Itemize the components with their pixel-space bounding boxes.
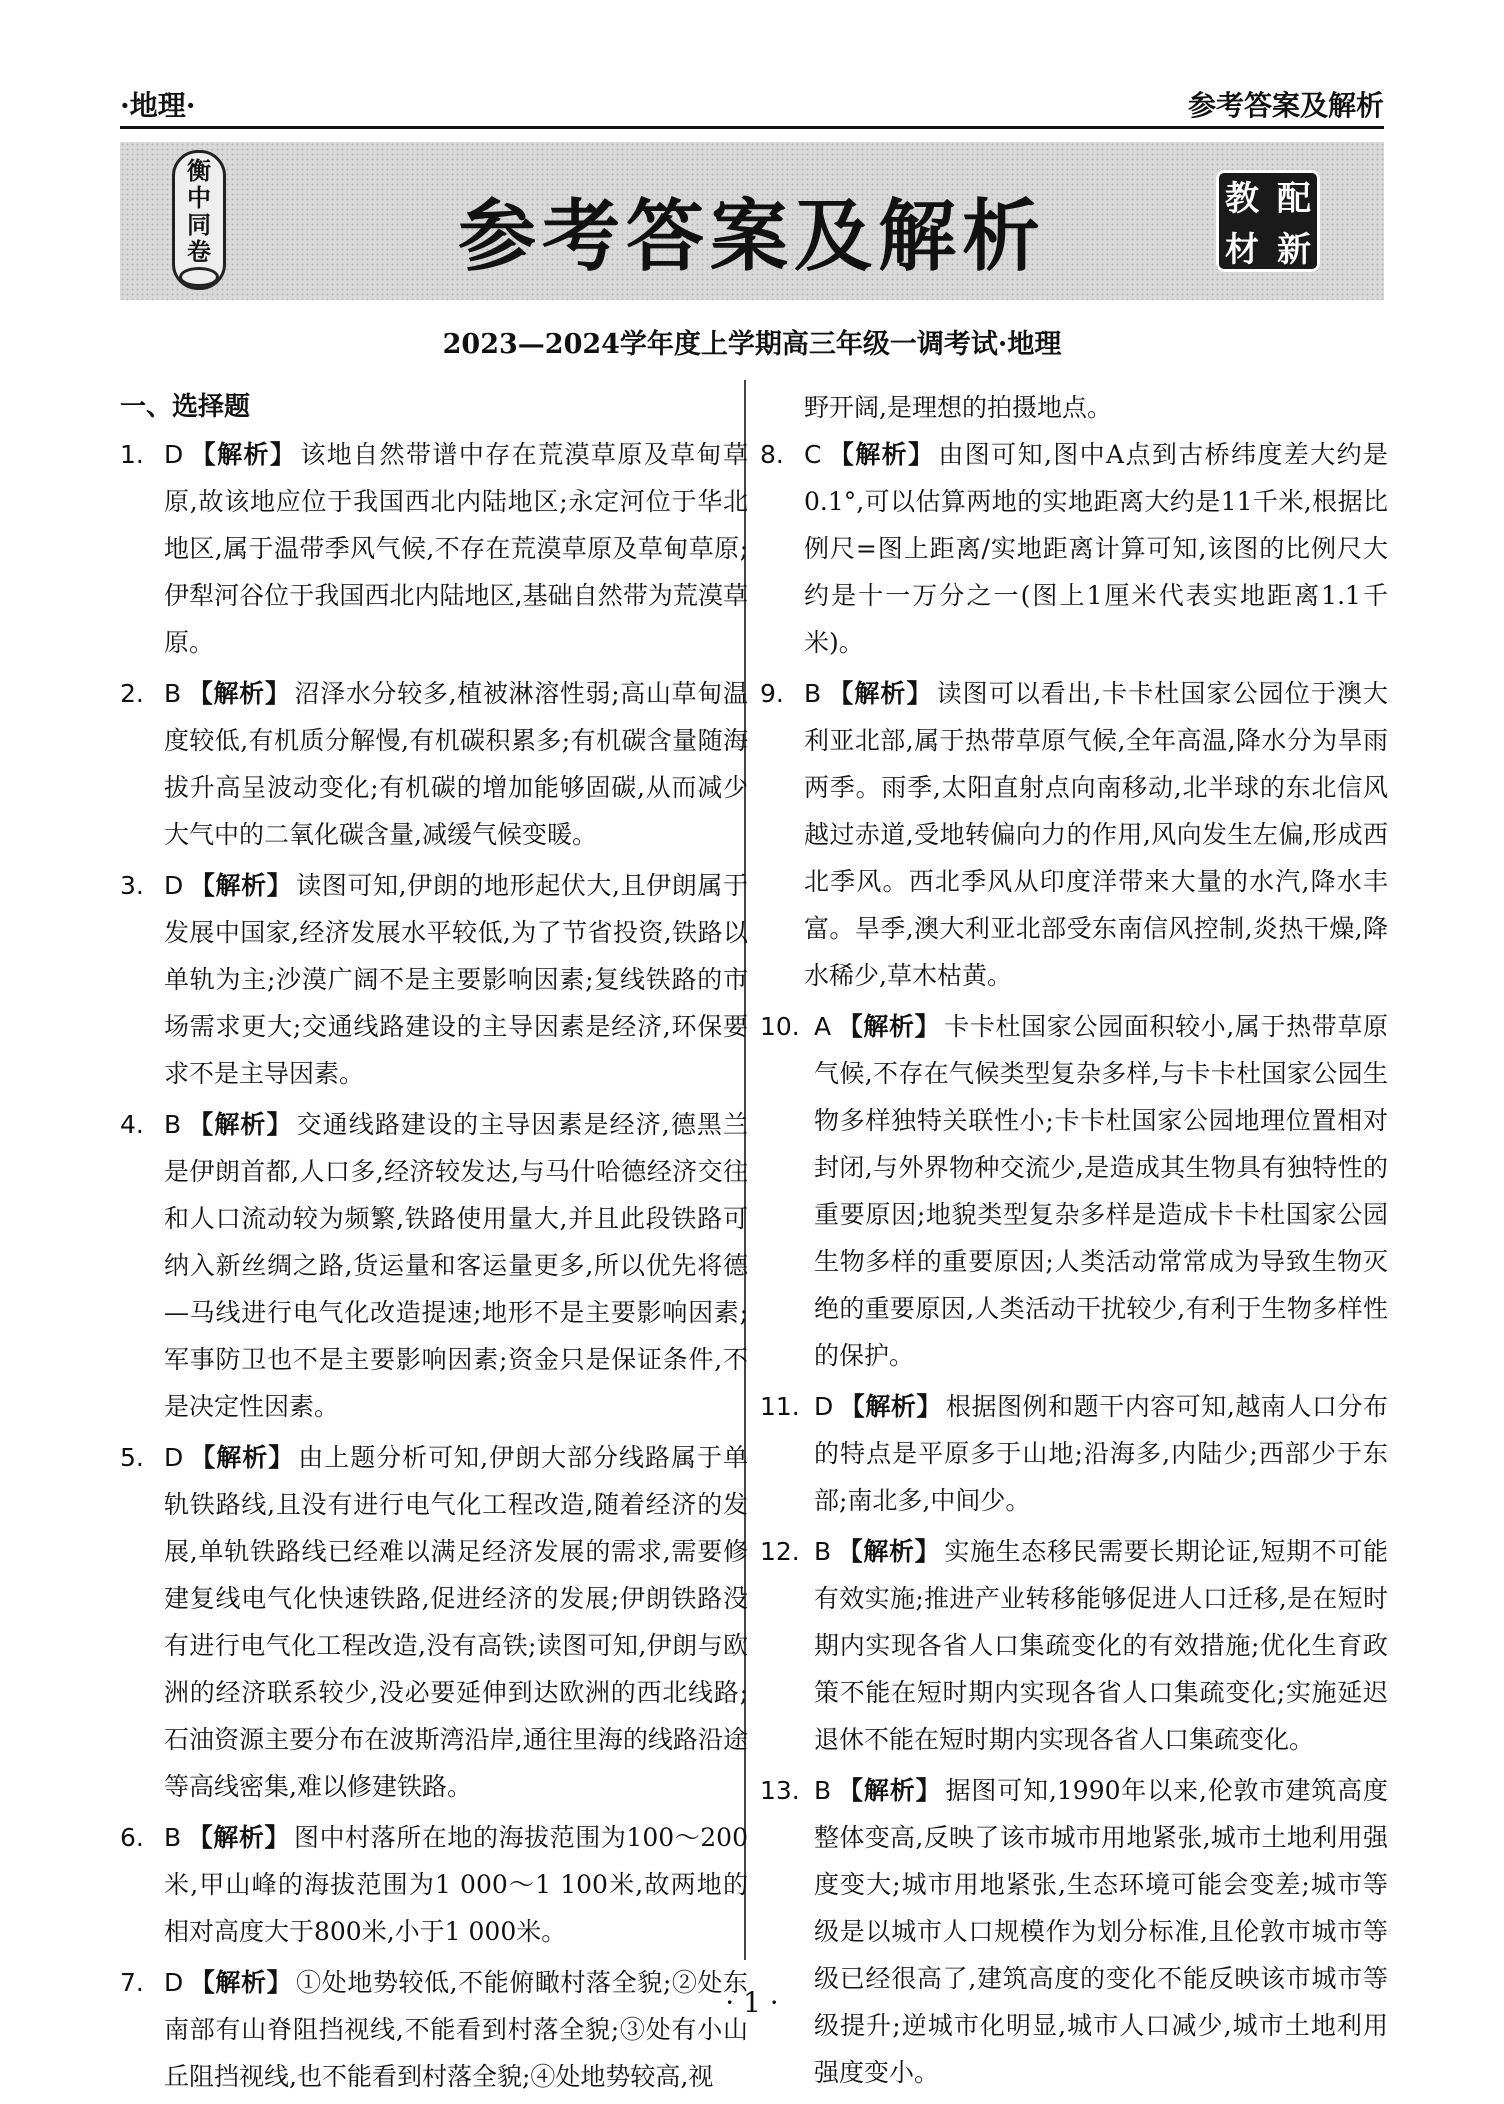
badge-char: 教	[1225, 179, 1259, 219]
item-number: 6.	[120, 1823, 144, 1852]
analysis-tag: 【解析】	[189, 1968, 293, 1997]
exam-subtitle: 2023—2024学年度上学期高三年级一调考试·地理	[442, 329, 1062, 360]
item-number: 13.	[760, 1776, 800, 1805]
answer-letter: B	[814, 1537, 832, 1566]
analysis-text: 沼泽水分较多,植被淋溶性弱;高山草甸温度较低,有机质分解慢,有机碳积累多;有机碳含量随海拔升高呈波动变化;有机碳的增加能够固碳,从而减少大气中的二氧化碳含量,减缓气候变暖。	[164, 679, 748, 849]
answer-item	[120, 862, 748, 1097]
section-heading: 一、选择题	[120, 392, 251, 422]
analysis-tag: 【解析】	[189, 440, 297, 469]
answer-letter: D	[814, 1392, 834, 1421]
answer-letter: B	[164, 1823, 182, 1852]
analysis-text: 根据图例和题干内容可知,越南人口分布的特点是平原多于山地;沿海多,内陆少;西部少于东部;南北多,中间少。	[814, 1392, 1388, 1515]
answer-letter: B	[814, 1776, 832, 1805]
answer-item	[760, 1767, 1388, 2096]
header-section-title: 参考答案及解析	[1187, 89, 1384, 122]
answer-item	[760, 1383, 1388, 1524]
analysis-tag: 【解析】	[187, 1823, 291, 1852]
item-number: 1.	[120, 440, 144, 469]
answer-item	[120, 1959, 748, 2100]
answer-item	[120, 1434, 748, 1810]
analysis-tag: 【解析】	[827, 679, 933, 708]
analysis-text: 卡卡杜国家公园面积较小,属于热带草原气候,不存在气候类型复杂多样,与卡卡杜国家公园生物多样独特关联性小;卡卡杜国家公园地理位置相对封闭,与外界物种交流少,是造成其生物具有独特性的重要原因;地貌类型复杂多样是造成卡卡杜国家公园生物多样的重要原因;人类活动常常成为导致生物灭绝的重要原因,人类活动干扰较少,有利于生物多样性的保护。	[814, 1012, 1388, 1370]
analysis-text: 图中村落所在地的海拔范围为100～200米,甲山峰的海拔范围为1 000～1 100米,故两地的相对高度大于800米,小于1 000米。	[164, 1823, 748, 1946]
badge-char: 配	[1277, 179, 1311, 219]
analysis-text: 读图可以看出,卡卡杜国家公园位于澳大利亚北部,属于热带草原气候,全年高温,降水分为旱雨两季。雨季,太阳直射点向南移动,北半球的东北信风越过赤道,受地转偏向力的作用,风向发生左偏,形成西北季风。西北季风从印度洋带来大量的水汽,降水丰富。旱季,澳大利亚北部受东南信风控制,炎热干燥,降水稀少,草木枯黄。	[804, 679, 1388, 990]
continued-text: 野开阔,是理想的拍摄地点。	[804, 393, 1112, 422]
item-number: 5.	[120, 1443, 144, 1472]
badge-char: 新	[1277, 230, 1311, 270]
analysis-tag: 【解析】	[827, 440, 935, 469]
answer-letter: C	[804, 440, 822, 469]
answer-letter: D	[164, 1443, 184, 1472]
left-column	[120, 384, 748, 2104]
answer-item	[760, 670, 1388, 999]
analysis-text: 读图可知,伊朗的地形起伏大,且伊朗属于发展中国家,经济发展水平较低,为了节省投资,铁路以单轨为主;沙漠广阔不是主要影响因素;复线铁路的市场需求更大;交通线路建设的主导因素是经济,环保要求不是主导因素。	[164, 871, 748, 1088]
item-number: 8.	[760, 440, 784, 469]
analysis-text: 交通线路建设的主导因素是经济,德黑兰是伊朗首都,人口多,经济较发达,与马什哈德经济交往和人口流动较为频繁,铁路使用量大,并且此段铁路可纳入新丝绸之路,货运量和客运量更多,所以优先将德—马线进行电气化改造提速;地形不是主要影响因素;军事防卫也不是主要影响因素;资金只是保证条件,不是决定性因素。	[164, 1110, 748, 1421]
banner-title: 参考答案及解析	[457, 192, 1046, 282]
answer-letter: B	[164, 679, 182, 708]
analysis-text: 实施生态移民需要长期论证,短期不可能有效实施;推进产业转移能够促进人口迁移,是在短时期内实现各省人口集疏变化的有效措施;优化生育政策不能在短时期内实现各省人口集疏变化;实施延迟退休不能在短时期内实现各省人口集疏变化。	[814, 1537, 1388, 1754]
answer-item	[760, 1528, 1388, 1763]
answer-letter: D	[164, 1968, 184, 1997]
item-number: 2.	[120, 679, 144, 708]
answer-item	[760, 1003, 1388, 1379]
seal-char: 衡	[187, 156, 211, 185]
answer-item	[120, 1101, 748, 1430]
header-subject: ·地理·	[120, 89, 196, 122]
answer-letter: A	[814, 1012, 832, 1041]
answer-item	[120, 431, 748, 666]
seal-char: 卷	[187, 237, 211, 266]
item-number: 10.	[760, 1012, 800, 1041]
title-banner	[120, 142, 1384, 300]
analysis-text: ①处地势较低,不能俯瞰村落全貌;②处东南部有山脊阻挡视线,不能看到村落全貌;③处有小山丘阻挡视线,也不能看到村落全貌;④处地势较高,视	[164, 1968, 748, 2091]
answer-letter: D	[164, 440, 184, 469]
page-header	[120, 84, 1384, 129]
analysis-text: 由图可知,图中A点到古桥纬度差大约是0.1°,可以估算两地的实地距离大约是11千米,根据比例尺=图上距离/实地距离计算可知,该图的比例尺大约是十一万分之一(图上1厘米代表实地距离1.1千米)。	[804, 440, 1388, 657]
right-column	[760, 384, 1388, 2100]
badge-char: 材	[1225, 230, 1259, 270]
analysis-tag: 【解析】	[187, 679, 291, 708]
answer-letter: B	[164, 1110, 182, 1139]
analysis-tag: 【解析】	[837, 1776, 942, 1805]
analysis-tag: 【解析】	[839, 1392, 942, 1421]
item-number: 9.	[760, 679, 784, 708]
analysis-tag: 【解析】	[187, 1110, 293, 1139]
analysis-tag: 【解析】	[837, 1537, 941, 1566]
analysis-tag: 【解析】	[189, 871, 293, 900]
item-number: 7.	[120, 1968, 144, 1997]
item-number: 3.	[120, 871, 144, 900]
new-textbook-badge	[1216, 170, 1320, 272]
analysis-text: 据图可知,1990年以来,伦敦市建筑高度整体变高,反映了该市城市用地紧张,城市土地利用强度变大;城市用地紧张,生态环境可能会变差;城市等级是以城市人口规模作为划分标准,且伦敦市城市等级已经很高了,建筑高度的变化不能反映该市城市等级提升;逆城市化明显,城市人口减少,城市土地利用强度变小。	[814, 1776, 1388, 2087]
page-number: · 1 ·	[725, 1986, 779, 2019]
analysis-tag: 【解析】	[189, 1443, 295, 1472]
item-number: 4.	[120, 1110, 144, 1139]
analysis-tag: 【解析】	[837, 1012, 941, 1041]
answer-letter: B	[804, 679, 822, 708]
answer-item	[760, 431, 1388, 666]
answer-letter: D	[164, 871, 184, 900]
item-number: 11.	[760, 1392, 800, 1421]
answer-item	[120, 670, 748, 858]
seal-char: 同	[187, 210, 211, 239]
answer-item	[120, 1814, 748, 1955]
analysis-text: 该地自然带谱中存在荒漠草原及草甸草原,故该地应位于我国西北内陆地区;永定河位于华北地区,属于温带季风气候,不存在荒漠草原及草甸草原;伊犁河谷位于我国西北内陆地区,基础自然带为荒漠草原。	[164, 440, 748, 657]
analysis-text: 由上题分析可知,伊朗大部分线路属于单轨铁路线,且没有进行电气化工程改造,随着经济的发展,单轨铁路线已经难以满足经济发展的需求,需要修建复线电气化快速铁路,促进经济的发展;伊朗铁路没有进行电气化工程改造,没有高铁;读图可知,伊朗与欧洲的经济联系较少,没必要延伸到达欧洲的西北线路;石油资源主要分布在波斯湾沿岸,通往里海的线路沿途等高线密集,难以修建铁路。	[164, 1443, 748, 1801]
item-number: 12.	[760, 1537, 800, 1566]
seal-char: 中	[187, 183, 211, 212]
